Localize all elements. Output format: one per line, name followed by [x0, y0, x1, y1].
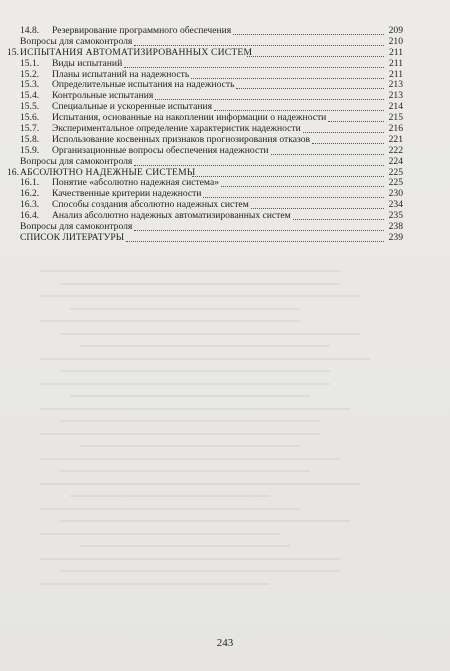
bleed-through-line	[70, 395, 310, 397]
toc-entry-page: 222	[388, 144, 403, 156]
bleed-through-line	[40, 533, 280, 535]
toc-entry-title: Планы испытаний на надежность	[52, 68, 190, 80]
toc-leader-dots	[233, 26, 384, 35]
page-number: 243	[216, 637, 234, 649]
bleed-through-line	[60, 420, 320, 422]
toc-leader-dots	[124, 59, 384, 68]
toc-entry-number: 15.6.	[20, 112, 40, 124]
toc-leader-dots	[126, 233, 384, 242]
toc-leader-dots	[221, 178, 384, 187]
toc-leader-dots	[247, 48, 384, 57]
toc-entry-number: 15.2.	[20, 68, 40, 80]
toc-entry-page: 225	[388, 166, 403, 178]
toc-entry-page: 216	[388, 123, 403, 135]
toc-entry-title: Виды испытаний	[52, 57, 123, 69]
bleed-through-line	[60, 370, 330, 372]
toc-entry-page: 235	[388, 210, 403, 222]
toc-entry-title: Качественные критерии надежности	[52, 188, 202, 200]
toc-leader-dots	[328, 113, 384, 122]
toc-entry-number: 16.3.	[20, 199, 40, 211]
toc-leader-dots	[155, 91, 384, 100]
toc-entry-title: Специальные и ускоренные испытания	[52, 101, 213, 113]
toc-entry-title: Вопросы для самоконтроля	[20, 221, 133, 233]
toc-entry-title: Экспериментальное определение характеристик надежности	[52, 123, 301, 135]
bleed-through-line	[40, 295, 360, 297]
toc-entry-page: 234	[388, 199, 403, 211]
bleed-through-line	[40, 583, 270, 585]
toc-entry-title: Вопросы для самоконтроля	[20, 155, 133, 167]
toc-leader-dots	[293, 211, 384, 220]
toc-entry-page: 214	[388, 101, 403, 113]
toc-entry-page: 221	[388, 133, 403, 145]
bleed-through-line	[40, 558, 340, 560]
toc-entry	[0, 157, 450, 168]
bleed-through-line	[70, 495, 270, 497]
toc-entry-title: Способы создания абсолютно надежных систем	[52, 199, 249, 211]
bleed-through-line	[40, 433, 320, 435]
bleed-through-line	[40, 270, 340, 272]
toc-entry-page: 210	[388, 35, 403, 47]
bleed-through-line	[40, 458, 340, 460]
toc-entry-title: Использование косвенных признаков прогнозирования отказов	[52, 133, 311, 145]
toc-entry-page: 211	[388, 68, 403, 80]
toc-entry-title: Анализ абсолютно надежных автоматизированных систем	[52, 210, 291, 222]
toc-entry-title: Контрольные испытания	[52, 90, 154, 102]
toc-leader-dots	[251, 200, 384, 209]
toc-leader-dots	[191, 70, 384, 79]
toc-entry-page: 225	[388, 177, 403, 189]
bleed-through-line	[40, 383, 330, 385]
toc-entry-number: 15.3.	[20, 79, 40, 91]
toc-entry-number: 14.8.	[20, 25, 40, 36]
toc-leader-dots	[134, 157, 384, 166]
toc-entry-title: Вопросы для самоконтроля	[20, 35, 133, 47]
toc-entry-title: СПИСОК ЛИТЕРАТУРЫ	[20, 231, 125, 243]
toc-entry-title: Испытания, основанные на накоплении информации о надежности	[52, 112, 327, 124]
toc-entry-number: 15.7.	[20, 123, 40, 135]
bleed-through-line	[60, 520, 350, 522]
bleed-through-line	[40, 483, 360, 485]
bleed-through-line	[70, 308, 300, 310]
toc-entry-number: 16.4.	[20, 210, 40, 222]
toc-entry-number: 15.1.	[20, 57, 40, 69]
bleed-through-line	[40, 408, 350, 410]
toc-entry-number: 15.5.	[20, 101, 40, 113]
toc-entry-title: Определительные испытания на надежность	[52, 79, 235, 91]
toc-entry-number: 15.8.	[20, 133, 40, 145]
bleed-through-line	[40, 320, 300, 322]
toc-leader-dots	[134, 222, 384, 231]
toc-entry	[0, 59, 450, 70]
toc-entry-page: 215	[388, 112, 403, 124]
toc-entry-number: 15.4.	[20, 90, 40, 102]
toc-entry-title: Организационные вопросы обеспечения надежности	[52, 144, 269, 156]
toc-entry-page: 238	[388, 221, 403, 233]
bleed-through-line	[60, 470, 310, 472]
toc-entry-page: 211	[388, 57, 403, 69]
bleed-through-line	[60, 283, 340, 285]
toc-entry-title: АБСОЛЮТНО НАДЕЖНЫЕ СИСТЕМЫ	[20, 166, 196, 178]
bleed-through-line	[40, 358, 370, 360]
toc-leader-dots	[203, 189, 384, 198]
toc-leader-dots	[134, 37, 384, 46]
bleed-through-line	[80, 445, 300, 447]
toc-entry-page: 209	[388, 25, 403, 36]
toc-entry-title: Резервирование программного обеспечения	[52, 25, 232, 36]
toc-leader-dots	[303, 124, 384, 133]
toc-leader-dots	[192, 168, 384, 177]
toc-entry-page: 230	[388, 188, 403, 200]
toc-entry	[0, 233, 450, 244]
bleed-through-text	[0, 270, 450, 600]
toc-leader-dots	[312, 135, 384, 144]
toc-entry-title: ИСПЫТАНИЯ АВТОМАТИЗИРОВАННЫХ СИСТЕМ	[20, 46, 253, 58]
toc-entry-page: 213	[388, 90, 403, 102]
toc-entry-title: Понятие «абсолютно надежная система»	[52, 177, 219, 189]
toc-entry-page: 211	[388, 46, 403, 58]
bleed-through-line	[60, 570, 340, 572]
toc-leader-dots	[271, 146, 384, 155]
toc-entry-number: 16.	[7, 166, 19, 178]
toc-entry-number: 16.1.	[20, 177, 40, 189]
table-of-contents	[0, 26, 450, 244]
bleed-through-line	[80, 545, 290, 547]
bleed-through-line	[80, 345, 330, 347]
toc-entry-page: 213	[388, 79, 403, 91]
toc-entry-page: 224	[388, 155, 403, 167]
toc-leader-dots	[236, 80, 384, 89]
toc-entry-number: 15.9.	[20, 144, 40, 156]
toc-leader-dots	[214, 102, 384, 111]
toc-entry-number: 16.2.	[20, 188, 40, 200]
toc-entry-number: 15.	[7, 46, 19, 58]
bleed-through-line	[40, 508, 300, 510]
toc-entry-page: 239	[388, 231, 403, 243]
bleed-through-line	[60, 333, 360, 335]
